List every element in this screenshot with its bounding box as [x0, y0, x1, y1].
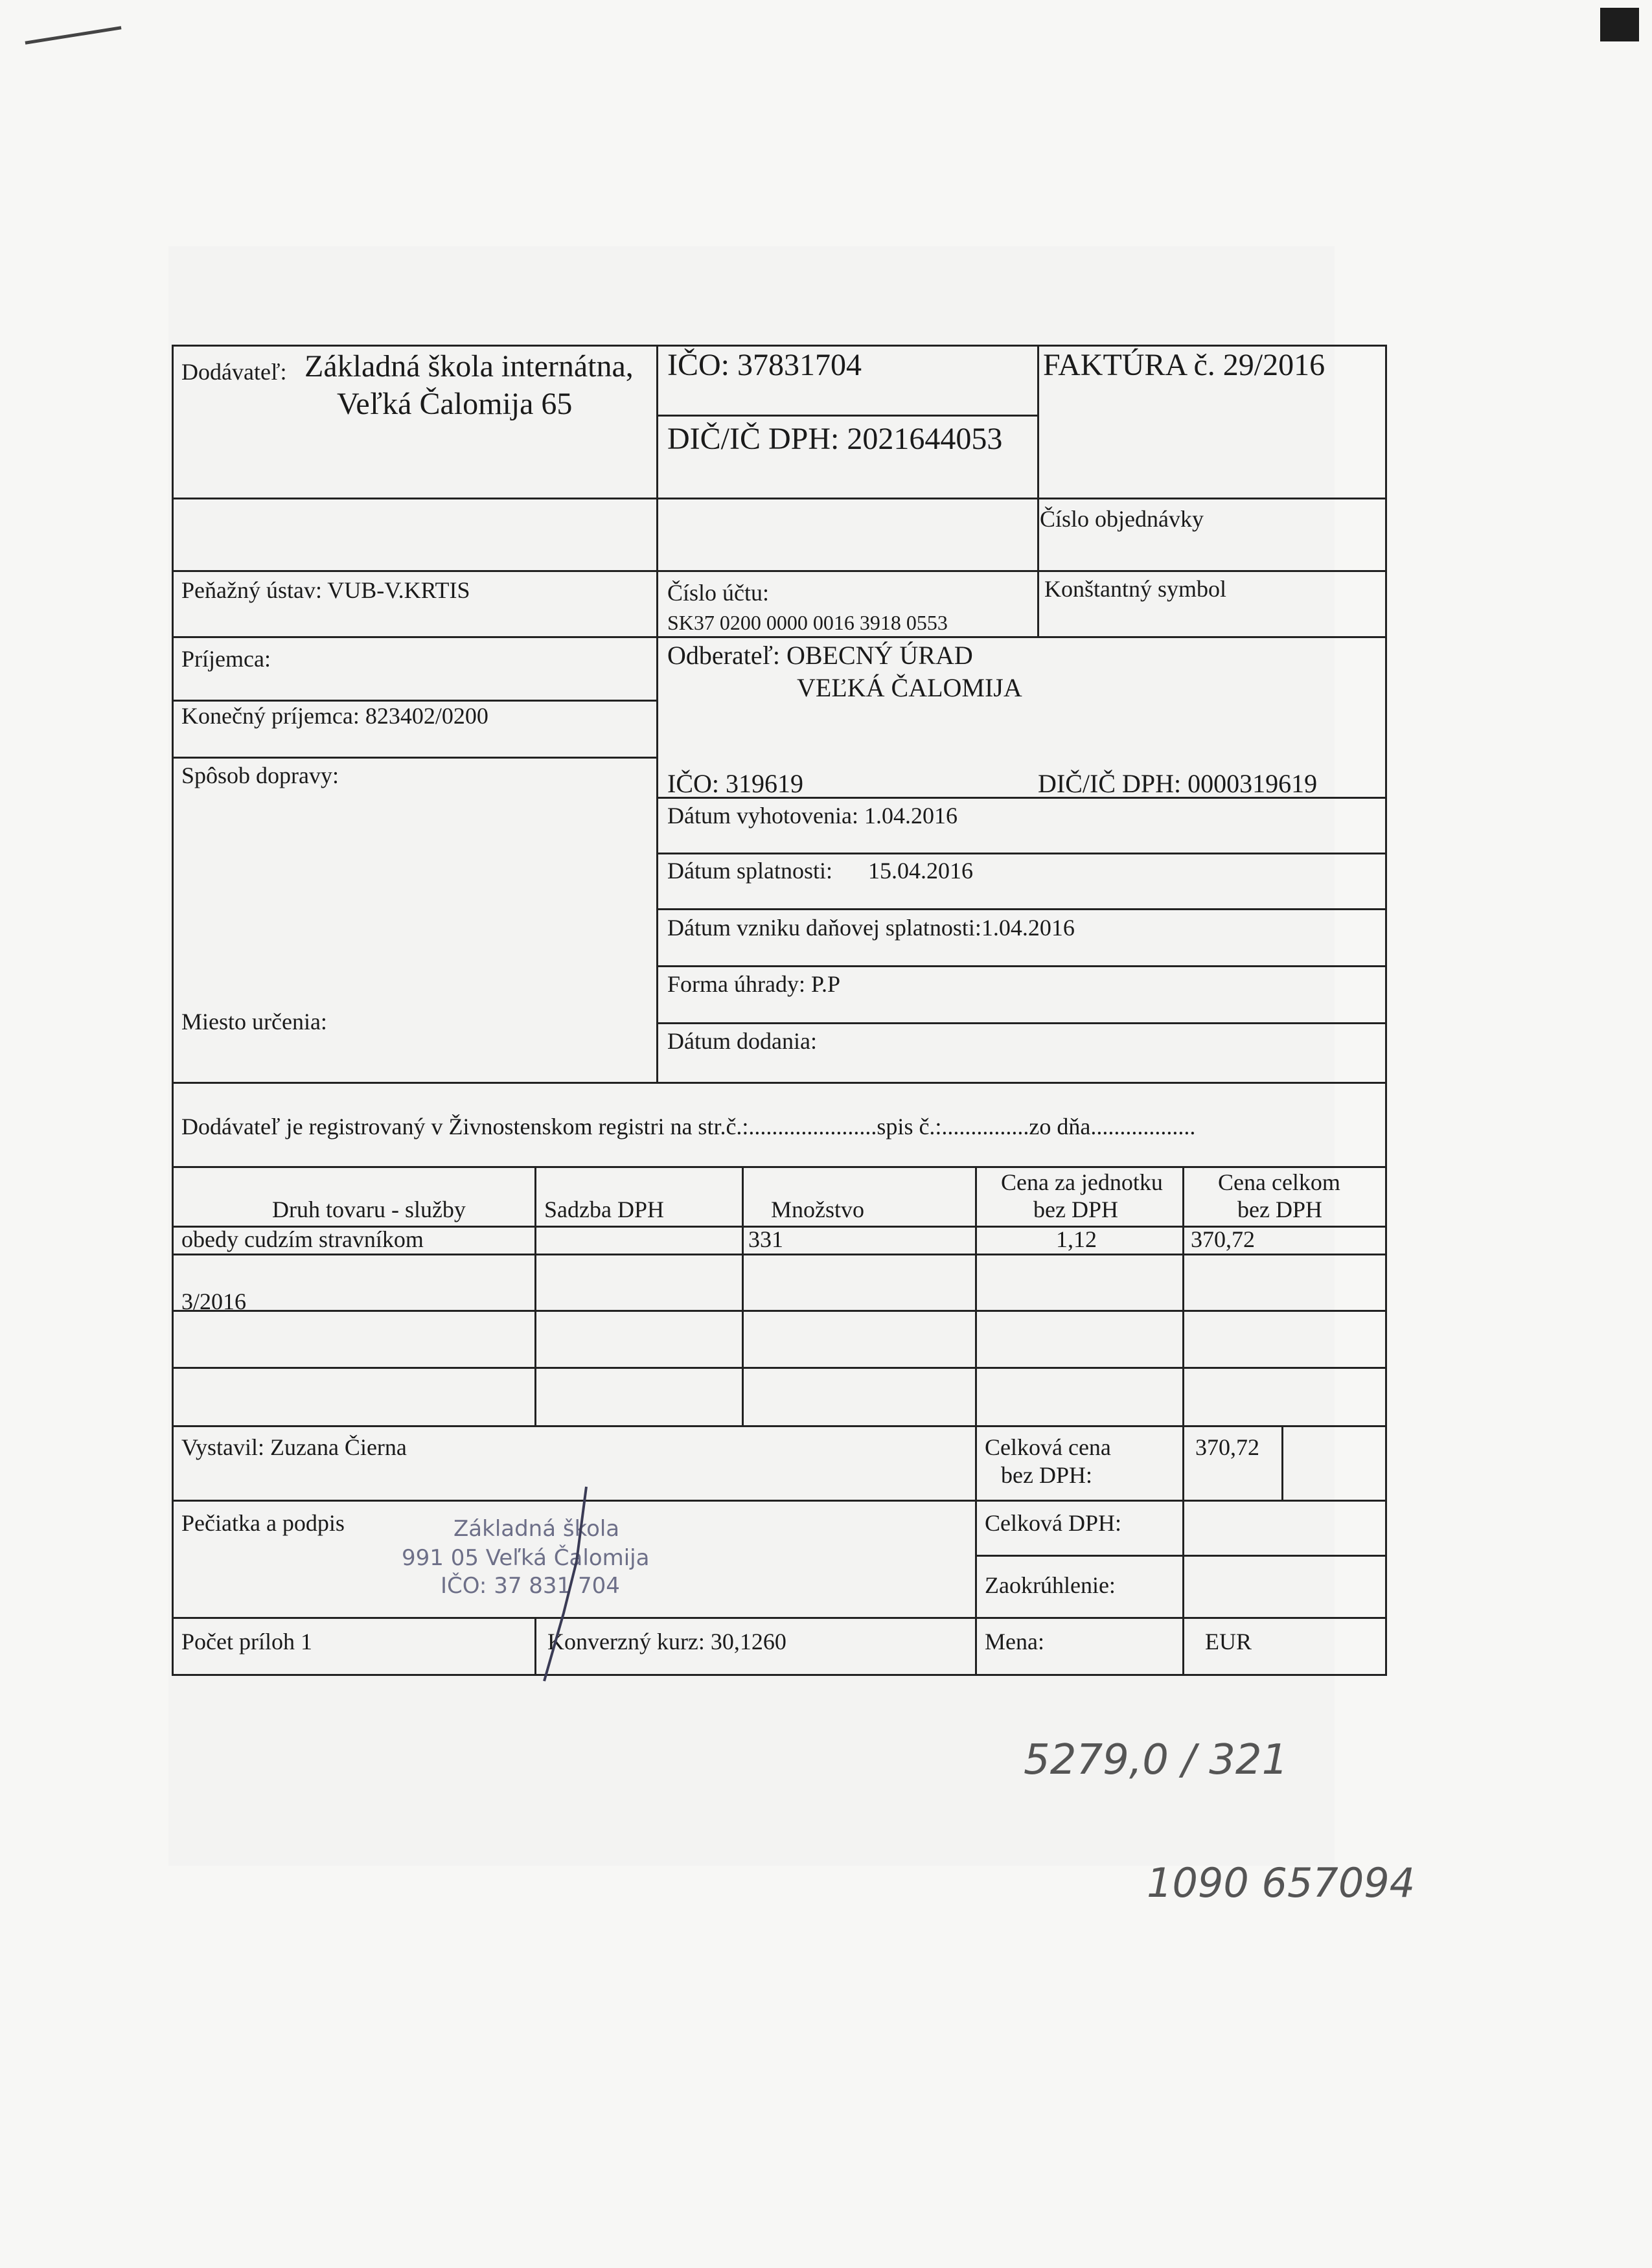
col-header-total-price-2: bez DPH: [1237, 1197, 1322, 1222]
bank-institution: Peňažný ústav: VUB-V.KRTIS: [181, 577, 470, 603]
stamp-line3: IČO: 37 831 704: [441, 1573, 620, 1599]
customer-ico: IČO: 319619: [667, 769, 803, 798]
handwritten-note-2: 1090 657094: [1147, 1859, 1416, 1907]
stamp-label: Pečiatka a podpis: [181, 1510, 345, 1536]
row-unit-price: 1,12: [1056, 1226, 1097, 1252]
handwritten-note-1: 5279,0 / 321: [1024, 1736, 1289, 1784]
customer-dic: DIČ/IČ DPH: 0000319619: [1038, 769, 1318, 798]
total-value: 370,72: [1195, 1434, 1259, 1460]
currency-label: Mena:: [985, 1629, 1044, 1655]
rounding-label: Zaokrúhlenie:: [985, 1572, 1116, 1598]
stamp-line2: 991 05 Veľká Čalomija: [402, 1545, 650, 1571]
row-goods: 3/2016: [181, 1289, 247, 1314]
stamp-line1: Základná škola: [453, 1516, 620, 1542]
due-date-label: Dátum splatnosti:: [667, 858, 832, 884]
signature-stroke: [531, 1483, 596, 1684]
scan-smudge: [25, 26, 122, 44]
registration-text: Dodávateľ je registrovaný v Živnostenskom registri na str.č.:......................spis č.:...............zo dňa..................: [181, 1114, 1196, 1140]
due-date-value: 15.04.2016: [868, 858, 973, 884]
destination-label: Miesto určenia:: [181, 1009, 327, 1035]
attachments-count: Počet príloh 1: [181, 1629, 312, 1655]
account-number: SK37 0200 0000 0016 3918 0553: [667, 611, 948, 634]
issue-date: Dátum vyhotovenia: 1.04.2016: [667, 803, 958, 829]
supplier-name-line2: Veľká Čalomija 65: [337, 387, 573, 421]
row-total: 370,72: [1191, 1226, 1255, 1252]
total-label-line2: bez DPH:: [1001, 1462, 1092, 1488]
transport-label: Spôsob dopravy:: [181, 762, 339, 788]
exchange-rate: Konverzný kurz: 30,1260: [547, 1629, 786, 1655]
payment-form: Forma úhrady: P.P: [667, 971, 841, 997]
recipient-label: Príjemca:: [181, 646, 271, 672]
tax-point-date: Dátum vzniku daňovej splatnosti:1.04.2016: [667, 915, 1075, 941]
col-header-vat-rate: Sadzba DPH: [544, 1197, 664, 1222]
delivery-date: Dátum dodania:: [667, 1028, 817, 1054]
final-recipient: Konečný príjemca: 823402/0200: [181, 703, 488, 729]
customer-label: Odberateľ: OBECNÝ ÚRAD: [667, 641, 973, 670]
col-header-unit-price-2: bez DPH: [1033, 1197, 1118, 1222]
row-quantity: 331: [748, 1226, 783, 1252]
scan-edge-mark: [1600, 8, 1639, 41]
show-through-block: [168, 246, 1335, 1866]
account-label: Číslo účtu:: [667, 580, 770, 606]
col-header-total-price-1: Cena celkom: [1218, 1169, 1340, 1195]
col-header-unit-price-1: Cena za jednotku: [1001, 1169, 1163, 1195]
row-goods: obedy cudzím stravníkom: [181, 1226, 424, 1252]
supplier-name-line1: Základná škola internátna,: [304, 349, 634, 384]
invoice-title: FAKTÚRA č. 29/2016: [1043, 348, 1325, 382]
currency-value: EUR: [1205, 1629, 1252, 1655]
supplier-dic: DIČ/IČ DPH: 2021644053: [667, 422, 1003, 456]
supplier-ico: IČO: 37831704: [667, 348, 862, 382]
order-number-label: Číslo objednávky: [1040, 506, 1204, 532]
vat-total-label: Celková DPH:: [985, 1510, 1121, 1536]
total-label-line1: Celková cena: [985, 1434, 1111, 1460]
constant-symbol-label: Konštantný symbol: [1044, 576, 1227, 602]
col-header-goods: Druh tovaru - služby: [272, 1197, 466, 1222]
supplier-label: Dodávateľ:: [181, 359, 287, 385]
issued-by: Vystavil: Zuzana Čierna: [181, 1434, 407, 1460]
customer-name-line2: VEĽKÁ ČALOMIJA: [797, 673, 1022, 702]
col-header-quantity: Množstvo: [771, 1197, 864, 1222]
